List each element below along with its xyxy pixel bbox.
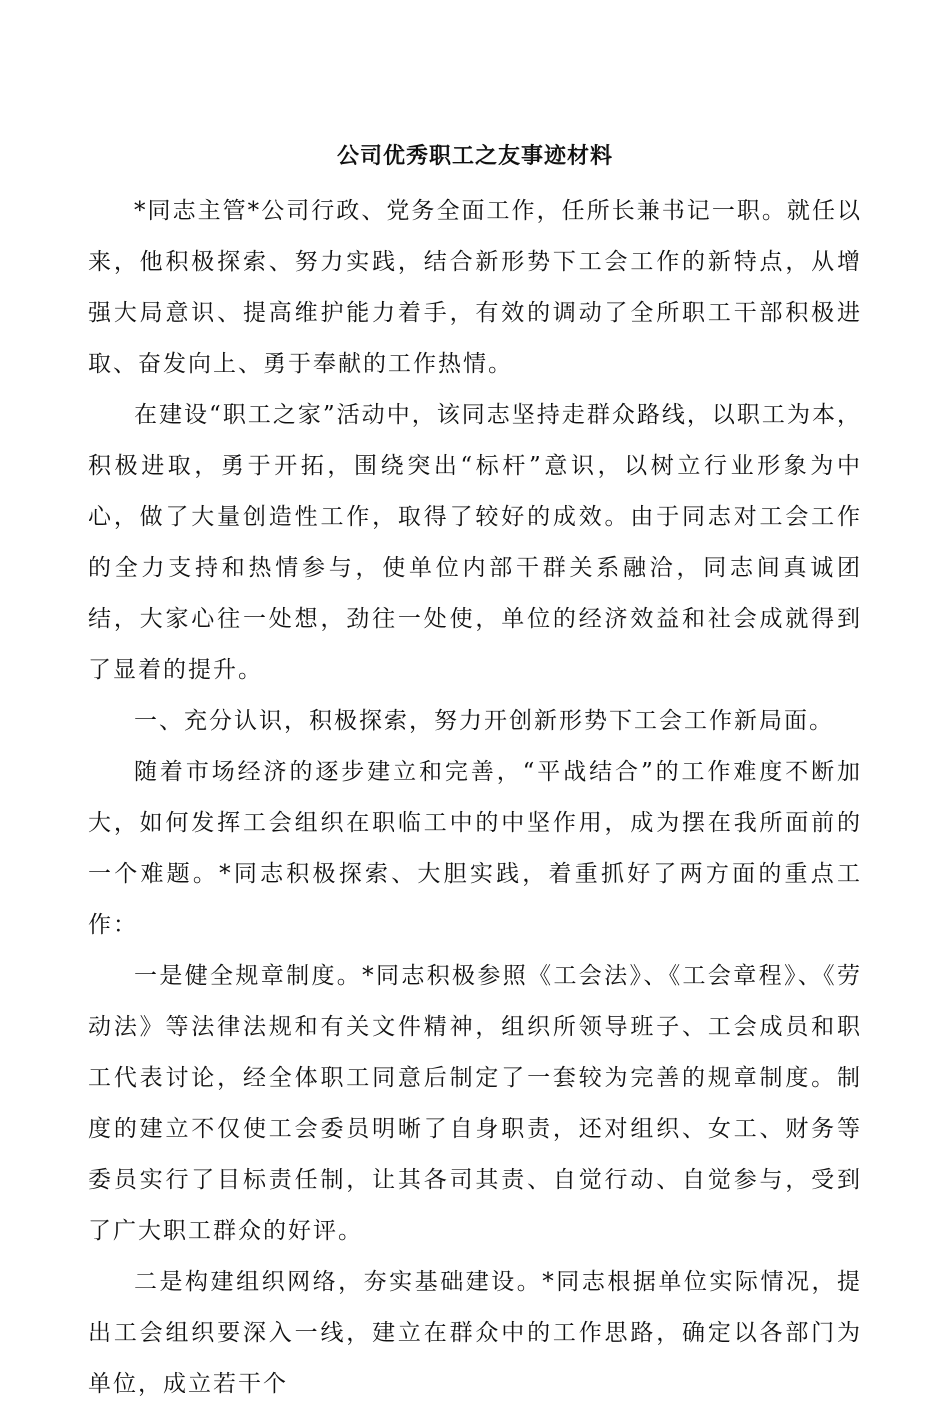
section-heading-1: 一、充分认识，积极探索，努力开创新形势下工会工作新局面。 <box>134 708 834 734</box>
paragraph-staff-home: 在建设“职工之家”活动中，该同志坚持走群众路线，以职工为本，积极进取，勇于开拓，围绕突出“标杆”意识，以树立行业形象为中心，做了大量创造性工作，取得了较好的成效。由于同志对工会工作的全力支持和热情参与，使单位内部干群关系融洽，同志间真诚团结，大家心往一处想，劲往一处使，单位的经济效益和社会成就得到了显着的提升。 <box>88 402 862 683</box>
document-body <box>88 186 862 1410</box>
paragraph-market-economy: 随着市场经济的逐步建立和完善，“平战结合”的工作难度不断加大，如何发挥工会组织在职临工中的中坚作用，成为摆在我所面前的一个难题。*同志积极探索、大胆实践，着重抓好了两方面的重点工作： <box>88 759 862 938</box>
paragraph-organization-network: 二是构建组织网络，夯实基础建设。*同志根据单位实际情况，提出工会组织要深入一线，建立在群众中的工作思路，确定以各部门为单位，成立若干个 <box>88 1269 862 1397</box>
paragraph-regulations: 一是健全规章制度。*同志积极参照《工会法》、《工会章程》、《劳动法》等法律法规和有关文件精神，组织所领导班子、工会成员和职工代表讨论，经全体职工同意后制定了一套较为完善的规章制度。制度的建立不仅使工会委员明晰了自身职责，还对组织、女工、财务等委员实行了目标责任制，让其各司其责、自觉行动、自觉参与，受到了广大职工群众的好评。 <box>88 963 862 1244</box>
document-title: 公司优秀职工之友事迹材料 <box>336 144 613 169</box>
paragraph-intro: *同志主管*公司行政、党务全面工作，任所长兼书记一职。就任以来，他积极探索、努力实践，结合新形势下工会工作的新特点，从增强大局意识、提高维护能力着手，有效的调动了全所职工干部积极进取、奋发向上、勇于奉献的工作热情。 <box>88 198 862 377</box>
